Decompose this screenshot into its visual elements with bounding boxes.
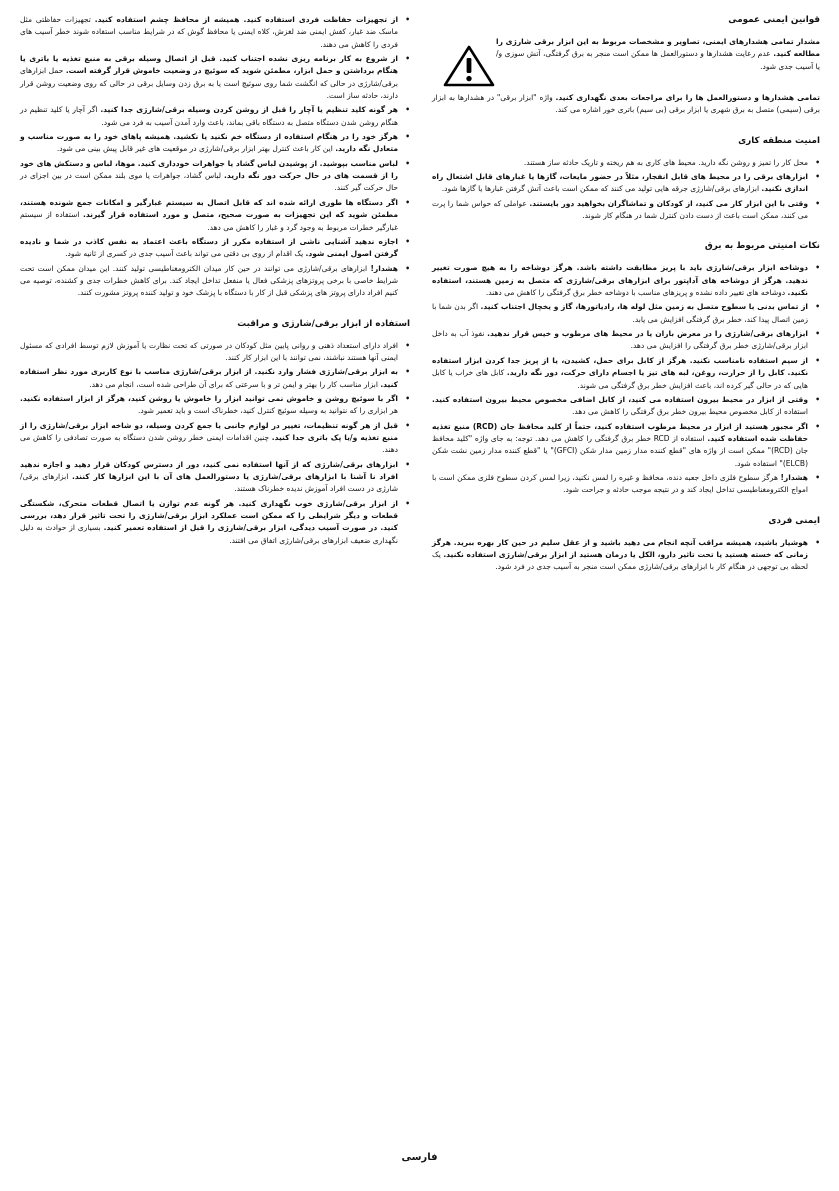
list-item: • لباس مناسب بپوشید. از پوشیدن لباس گشاد یا جواهرات خودداری کنید. موها، لباس و دستکش های خود را از قسمت های در حال حرکت دور نگه دارید. لباس گشاد، جواهرات یا موی بلند ممکن است در بین اجزای در حال حرکت گیر کنند. — [20, 158, 410, 195]
list-item: • هوشیار باشید، همیشه مراقب آنچه انجام می دهید باشید و از عقل سلیم در حین کار بهره ببرید. هرگز زمانی که خسته هستید یا تحت تاثیر دارو، الکل یا درمان هستید از ابزار برقی/شارژی استفاده نکنید. یک لحظه بی توجهی در هنگام کار با ابزارهای برقی/شارژی ممکن است منجر به آسیب جدی در فرد شود. — [432, 537, 820, 574]
list-item: • از شروع به کار برنامه ریزی نشده اجتناب کنید. قبل از اتصال وسیله برقی به منبع تغذیه یا باتری یا هنگام برداشتن و حمل ابزار، مطمئن شوید که سوئیچ در وضعیت خاموش قرار گرفته است. حمل ابزارهای برقی/شارژی در حالی که انگشت شما روی سوئیچ است یا به برق زدن وسایل برقی در حالی که روی وضعیت روشن قرار دارند، حادثه ساز است. — [20, 53, 410, 102]
warning-triangle-icon — [442, 44, 496, 88]
list-item: • به ابزار برقی/شارژی فشار وارد نکنید. از ابزار برقی/شارژی مناسب با نوع کاربری مورد نظر استفاده کنید. ابزار مناسب کار را بهتر و ایمن تر و با سرعتی که برای آن طراحی شده است، انجام می دهد. — [20, 366, 410, 391]
list-item: • افراد دارای استعداد ذهنی و روانی پایین مثل کودکان در صورتی که تحت نظارت یا آموزش لازم توسط افرادی که مسئول ایمنی آنها هستند نباشند، نمی توانند با این ابزار کار کنند. — [20, 340, 410, 365]
list-item: • از ابزار برقی/شارژی خوب نگهداری کنید. هر گونه عدم توازن یا اتصال قطعات متحرک، شکستگی قطعات و دیگر شرایطی را که ممکن است عملکرد ابزار برقی/شارژی را تحت تاثیر قرار دهد، بررسی کنید. در صورت آسیب دیدگی، ابزار برقی/شارژی را قبل از استفاده تعمیر کنید. بسیاری از حوادث به دلیل نگهداری ضعیف ابزارهای برقی/شارژی اتفاق می افتند. — [20, 498, 410, 547]
use-care-heading: استفاده از ابزار برقی/شارژی و مراقبت — [237, 318, 410, 329]
general-safety-heading: قوانین ایمنی عمومی — [728, 15, 820, 25]
electrical-safety-heading: نکات امنیتی مربوط به برق — [704, 241, 820, 252]
list-item: • دوشاخه ابزار برقی/شارژی باید با پریز مطابقت داشته باشد. هرگز دوشاخه را به هیچ صورت تغییر ندهید. هرگز از دوشاخه های آداپتور برای ابزارهای برقی/شارژی که متصل به زمین هستند، استفاده نکنید. دوشاخه های تغییر داده نشده و پریزهای مناسب با دوشاخه خطر برق گرفتگی را کاهش می دهند. — [432, 262, 820, 299]
list-item: • اگر با سوئیچ روشن و خاموش نمی توانید ابزار را خاموش یا روشن کنید، هرگز از ابزار استفاده نکنید. هر ابزاری را که نتوانید به وسیله سوئیچ کنترل کنید، خطرناک است و باید تعمیر شود. — [20, 393, 410, 418]
keep-instructions: تمامی هشدارها و دستورالعمل ها را برای مراجعات بعدی نگهداری کنید. واژه "ابزار برقی" در هشدارها به ابزار برقی (سیمی) متصل به برق شهری یا ابزار برقی (بی سیم) باتری خور اشاره می کند. — [432, 93, 820, 115]
list-item: • از تماس بدنی با سطوح متصل به زمین مثل لوله ها، رادیاتورها، گاز و یخچال اجتناب کنید. اگر بدن شما با زمین اتصال پیدا کند، خطر برق گرفتگی افزایش می یابد. — [432, 301, 820, 326]
list-item: • هشدار! هرگز سطوح فلزی داخل جعبه دنده، محافظ و غیره را لمس نکنید، زیرا لمس کردن سطوح فلزی ممکن است با امواج الکترومغناطیسی تداخل ایجاد کند و در نتیجه موجب حادثه و جراحت شود. — [432, 472, 820, 497]
list-item: • ابزارهای برقی/شارژی را در معرض باران یا در محیط های مرطوب و خیس قرار ندهید. نفوذ آب به داخل ابزار برقی/شارژی خطر برق گرفتگی را افزایش می دهد. — [432, 328, 820, 353]
page-language-label: فارسی — [401, 1152, 438, 1163]
list-item: • قبل از هر گونه تنظیمات، تغییر در لوازم جانبی یا جمع کردن وسیله، دو شاخه ابزار برقی/شارژی را از منبع تغذیه و/یا پک باتری جدا کنید. چنین اقدامات ایمنی خطر روشن شدن دستگاه به صورت تصادفی را کاهش می دهند. — [20, 420, 410, 457]
list-item: • هشدار! ابزارهای برقی/شارژی می توانند در حین کار میدان الکترومغناطیسی تولید کنند. این میدان ممکن است تحت شرایط خاصی با برخی پروتزهای پزشکی فعال یا منفعل تداخل ایجاد کند. برای کاهش خطرات جدی و کشنده، توصیه می کنیم افراد دارای پروتز های پزشکی قبل از کار با دستگاه با پزشک خود و تولید کننده پروتز مشورت کنند. — [20, 263, 410, 300]
warning-intro: مشدار تمامی هشدارهای ایمنی، تصاویر و مشخصات مربوط به این ابزار برقی شارژی را مطالعه کنید. عدم رعایت هشدارها و دستورالعمل ها ممکن است منجر به برق گرفتگی، آتش سوزی و/یا آسیب جدی شود. — [496, 37, 820, 71]
list-item: • ابزارهای برقی/شارژی که از آنها استفاده نمی کنید، دور از دسترس کودکان قرار دهید و اجازه ندهید افراد نا آشنا با ابزارهای برقی/شارژی یا دستورالعمل های آن با این ابزارها کار کنند. ابزارهای برقی/شارژی در دست افراد آموزش ندیده خطرناک هستند. — [20, 459, 410, 496]
personal-safety-heading: ایمنی فردی — [768, 515, 820, 526]
work-area-heading: امنیت منطقه کاری — [738, 135, 820, 146]
list-item: • وقتی با این ابزار کار می کنید، از کودکان و تماشاگران بخواهید دور بایستند. عواملی که حواس شما را پرت می کنند، ممکن است باعث از دست دادن کنترل شما در هنگام کار شوند. — [432, 198, 820, 223]
list-item: • از تجهیزات حفاظت فردی استفاده کنید. همیشه از محافظ چشم استفاده کنید. تجهیزات حفاظتی مثل ماسک ضد غبار، کفش ایمنی ضد لغزش، کلاه ایمنی یا محافظ گوش که در شرایط مناسب استفاده شوند خطر آسیب های فردی را کاهش می دهند. — [20, 14, 410, 51]
right-column — [432, 14, 820, 576]
list-item: • ابزارهای برقی را در محیط های قابل انفجار، مثلاً در حضور مایعات، گازها یا غبارهای قابل اشتعال راه اندازی نکنید. ابزارهای برقی/شارژی جرقه هایی تولید می کنند که ممکن است باعث آتش گرفتن غبارها یا گازها شود. — [432, 171, 820, 196]
list-item: • محل کار را تمیز و روشن نگه دارید. محیط های کاری به هم ریخته و تاریک حادثه ساز هستند. — [432, 157, 820, 169]
list-item: • اجازه ندهید آشنایی ناشی از استفاده مکرر از دستگاه باعث اعتماد به نفس کاذب در شما و نادیده گرفتن اصول ایمنی شود. یک اقدام از روی بی دقتی می تواند باعث آسیب جدی در کسری از ثانیه شود. — [20, 236, 410, 261]
list-item: • اگر دستگاه ها طوری ارائه شده اند که قابل اتصال به سیستم غبارگیر و امکانات جمع شونده هستند، مطمئن شوید که این تجهیزات به صورت صحیح، متصل و مورد استفاده قرار گیرند. استفاده از سیستم غبارگیر خطرات مربوط به وجود گرد و غبار را کاهش می دهد. — [20, 197, 410, 234]
left-column — [20, 14, 410, 549]
list-item: • از سیم استفاده نامناسب نکنید. هرگز از کابل برای حمل، کشیدن، یا از پریز جدا کردن ابزار استفاده نکنید. کابل را از حرارت، روغن، لبه های تیز یا اجسام دارای حرکت، دور نگه دارید. کابل های خراب یا کابل هایی که در حالی گیر کرده اند، باعث افزایش خطر برق گرفتگی می شوند. — [432, 355, 820, 392]
list-item: • هر گونه کلید تنظیم یا آچار را قبل از روشن کردن وسیله برقی/شارژی جدا کنید. اگر آچار یا کلید تنظیم در هنگام روشن شدن دستگاه متصل به دستگاه باقی بماند، باعث وارد آمدن آسیب به فرد می شود. — [20, 104, 410, 129]
warning-block — [432, 36, 820, 91]
list-item: • وقتی از ابزار در محیط بیرون استفاده می کنید، از کابل اضافی مخصوص محیط بیرون استفاده کنید. استفاده از کابل مخصوص محیط بیرون خطر برق گرفتگی را کاهش می دهد. — [432, 394, 820, 419]
list-item: • هرگز خود را در هنگام استفاده از دستگاه خم نکنید یا نکشید. همیشه پاهای خود را به صورت مناسب و متعادل نگه دارید. این کار باعث کنترل بهتر ابزار برقی/شارژی در موقعیت های غیر قابل پیش بینی می شود. — [20, 131, 410, 156]
list-item: • اگر مجبور هستید از ابزار در محیط مرطوب استفاده کنید، حتماً از کلید محافظ جان (RCD) منبع تغذیه حفاظت شده استفاده کنید. استفاده از RCD خطر برق گرفتگی را کاهش می دهد. توجه: به جای واژه "کلید محافظ جان (RCD)" ممکن است از واژه های "قطع کننده مدار زمین مدار شکن (GFCI)" یا "قطع کننده مدار زمین نشت شکن (ELCB)" استفاده شود. — [432, 421, 820, 470]
